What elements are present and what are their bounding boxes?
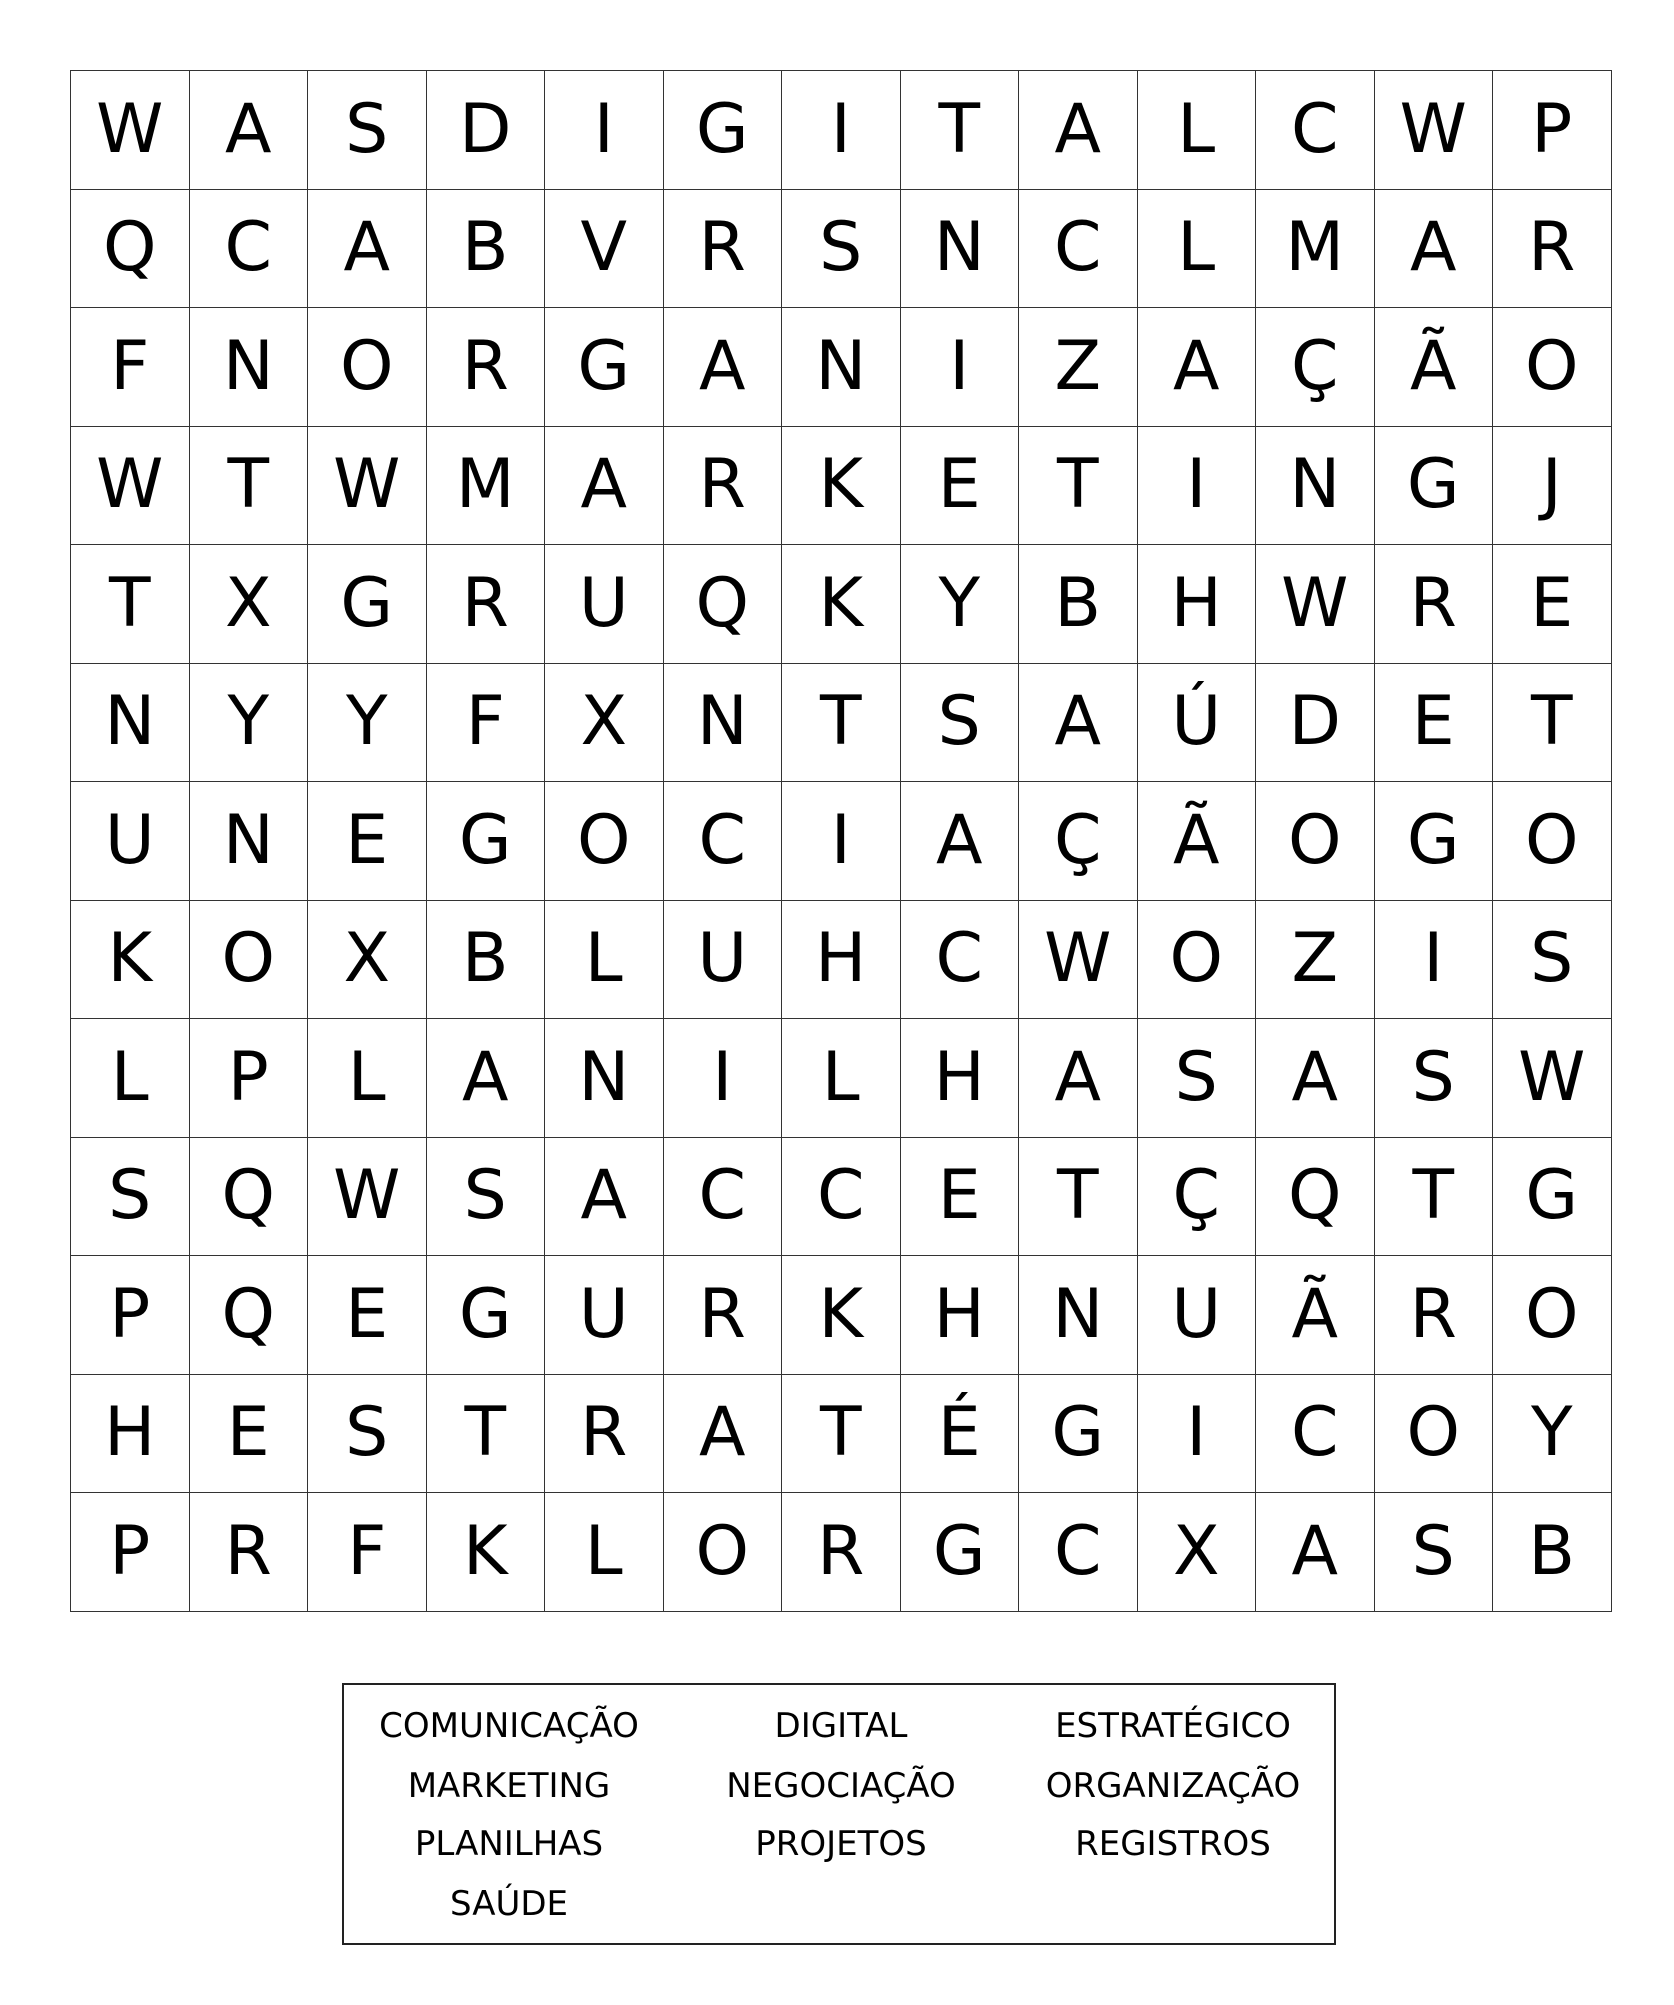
grid-cell[interactable]: L	[1138, 190, 1257, 309]
grid-cell[interactable]: T	[782, 1375, 901, 1494]
grid-cell[interactable]: S	[427, 1138, 546, 1257]
grid-cell[interactable]: C	[1256, 1375, 1375, 1494]
grid-cell[interactable]: K	[427, 1493, 546, 1612]
grid-cell[interactable]: X	[1138, 1493, 1257, 1612]
grid-cell[interactable]: B	[1493, 1493, 1612, 1612]
grid-cell[interactable]: V	[545, 190, 664, 309]
grid-cell[interactable]: E	[1493, 545, 1612, 664]
grid-cell[interactable]: A	[1375, 190, 1494, 309]
grid-cell[interactable]: X	[190, 545, 309, 664]
grid-cell[interactable]: A	[427, 1019, 546, 1138]
grid-cell[interactable]: R	[664, 1256, 783, 1375]
grid-cell[interactable]: N	[664, 664, 783, 783]
grid-cell[interactable]: O	[1138, 901, 1257, 1020]
grid-cell[interactable]: T	[1375, 1138, 1494, 1257]
grid-cell[interactable]: Y	[308, 664, 427, 783]
grid-cell[interactable]: T	[1019, 427, 1138, 546]
grid-cell[interactable]: W	[308, 1138, 427, 1257]
grid-cell[interactable]: A	[664, 308, 783, 427]
grid-cell[interactable]: Q	[664, 545, 783, 664]
grid-cell[interactable]: U	[545, 1256, 664, 1375]
grid-cell[interactable]: T	[71, 545, 190, 664]
grid-cell[interactable]: L	[1138, 71, 1257, 190]
grid-cell[interactable]: S	[901, 664, 1020, 783]
grid-cell[interactable]: S	[1375, 1019, 1494, 1138]
grid-cell[interactable]: W	[1019, 901, 1138, 1020]
grid-cell[interactable]: S	[1375, 1493, 1494, 1612]
grid-cell[interactable]: H	[71, 1375, 190, 1494]
grid-cell[interactable]: U	[545, 545, 664, 664]
grid-cell[interactable]: N	[190, 308, 309, 427]
grid-cell[interactable]: M	[427, 427, 546, 546]
grid-cell[interactable]: H	[782, 901, 901, 1020]
grid-cell[interactable]: I	[782, 782, 901, 901]
grid-cell[interactable]: L	[71, 1019, 190, 1138]
grid-cell[interactable]: C	[1019, 1493, 1138, 1612]
grid-cell[interactable]: É	[901, 1375, 1020, 1494]
grid-cell[interactable]: C	[1019, 190, 1138, 309]
grid-cell[interactable]: M	[1256, 190, 1375, 309]
grid-cell[interactable]: S	[71, 1138, 190, 1257]
grid-cell[interactable]: I	[545, 71, 664, 190]
grid-cell[interactable]: E	[308, 1256, 427, 1375]
grid-cell[interactable]: I	[1138, 1375, 1257, 1494]
grid-cell[interactable]: D	[1256, 664, 1375, 783]
grid-cell[interactable]: C	[664, 782, 783, 901]
grid-cell[interactable]: T	[1019, 1138, 1138, 1257]
grid-cell[interactable]: W	[1256, 545, 1375, 664]
grid-cell[interactable]: C	[1256, 71, 1375, 190]
grid-cell[interactable]: Ú	[1138, 664, 1257, 783]
grid-cell[interactable]: N	[1019, 1256, 1138, 1375]
grid-cell[interactable]: Q	[1256, 1138, 1375, 1257]
grid-cell[interactable]: L	[545, 901, 664, 1020]
grid-cell[interactable]: H	[901, 1256, 1020, 1375]
word-list	[342, 1683, 1336, 1945]
grid-cell[interactable]: Ç	[1138, 1138, 1257, 1257]
grid-cell[interactable]: K	[782, 545, 901, 664]
word-item: ESTRATÉGICO	[1055, 1706, 1291, 1746]
grid-cell[interactable]: Q	[190, 1256, 309, 1375]
grid-cell[interactable]: P	[190, 1019, 309, 1138]
grid-cell[interactable]: Y	[901, 545, 1020, 664]
grid-cell[interactable]: E	[1375, 664, 1494, 783]
grid-cell[interactable]: F	[427, 664, 546, 783]
grid-cell[interactable]: N	[545, 1019, 664, 1138]
grid-cell[interactable]: G	[1375, 427, 1494, 546]
grid-cell[interactable]: I	[1138, 427, 1257, 546]
grid-cell[interactable]: E	[901, 1138, 1020, 1257]
grid-cell[interactable]: R	[427, 308, 546, 427]
grid-cell[interactable]: G	[308, 545, 427, 664]
grid-cell[interactable]: C	[782, 1138, 901, 1257]
grid-cell[interactable]: S	[782, 190, 901, 309]
grid-cell[interactable]: G	[901, 1493, 1020, 1612]
word-item: PROJETOS	[755, 1824, 927, 1864]
grid-cell[interactable]: A	[1019, 71, 1138, 190]
grid-cell[interactable]: P	[71, 1256, 190, 1375]
grid-cell[interactable]: R	[1493, 190, 1612, 309]
grid-cell[interactable]: A	[545, 1138, 664, 1257]
grid-cell[interactable]: N	[190, 782, 309, 901]
grid-cell[interactable]: G	[427, 782, 546, 901]
grid-cell[interactable]: A	[1256, 1493, 1375, 1612]
grid-cell[interactable]: H	[1138, 545, 1257, 664]
grid-cell[interactable]: A	[901, 782, 1020, 901]
grid-cell[interactable]: R	[664, 427, 783, 546]
grid-cell[interactable]: F	[308, 1493, 427, 1612]
grid-cell[interactable]: L	[308, 1019, 427, 1138]
word-item: COMUNICAÇÃO	[379, 1706, 639, 1746]
grid-cell[interactable]: A	[1019, 664, 1138, 783]
grid-cell[interactable]: R	[1375, 1256, 1494, 1375]
grid-cell[interactable]: S	[308, 71, 427, 190]
grid-cell[interactable]: E	[190, 1375, 309, 1494]
grid-cell[interactable]: Ã	[1256, 1256, 1375, 1375]
word-item: ORGANIZAÇÃO	[1045, 1766, 1301, 1806]
grid-cell[interactable]: B	[1019, 545, 1138, 664]
grid-cell[interactable]: Ç	[1019, 782, 1138, 901]
grid-cell[interactable]: X	[545, 664, 664, 783]
word-item: PLANILHAS	[414, 1824, 604, 1864]
grid-cell[interactable]: O	[190, 901, 309, 1020]
grid-cell[interactable]: C	[901, 901, 1020, 1020]
grid-cell[interactable]: S	[308, 1375, 427, 1494]
grid-cell[interactable]: G	[545, 308, 664, 427]
grid-cell[interactable]: G	[664, 71, 783, 190]
grid-cell[interactable]: W	[308, 427, 427, 546]
grid-cell[interactable]: L	[545, 1493, 664, 1612]
grid-cell[interactable]: T	[1493, 664, 1612, 783]
grid-cell[interactable]: W	[71, 71, 190, 190]
grid-cell[interactable]: N	[782, 308, 901, 427]
grid-cell[interactable]: A	[190, 71, 309, 190]
grid-cell[interactable]: K	[71, 901, 190, 1020]
grid-cell[interactable]: N	[71, 664, 190, 783]
grid-cell[interactable]: J	[1493, 427, 1612, 546]
grid-cell[interactable]: F	[71, 308, 190, 427]
grid-cell[interactable]: I	[664, 1019, 783, 1138]
grid-cell[interactable]: R	[545, 1375, 664, 1494]
grid-cell[interactable]: O	[1375, 1375, 1494, 1494]
grid-cell[interactable]: N	[1256, 427, 1375, 546]
grid-cell[interactable]: K	[782, 1256, 901, 1375]
grid-cell[interactable]: Ã	[1375, 308, 1494, 427]
grid-cell[interactable]: T	[782, 664, 901, 783]
grid-cell[interactable]: Y	[190, 664, 309, 783]
grid-cell[interactable]: P	[1493, 71, 1612, 190]
grid-cell[interactable]: U	[664, 901, 783, 1020]
grid-cell[interactable]: O	[664, 1493, 783, 1612]
word-item: MARKETING	[407, 1766, 611, 1806]
grid-cell[interactable]: I	[1375, 901, 1494, 1020]
grid-cell[interactable]: T	[427, 1375, 546, 1494]
grid-cell[interactable]: R	[190, 1493, 309, 1612]
grid-cell[interactable]: Q	[190, 1138, 309, 1257]
grid-cell[interactable]: S	[1493, 901, 1612, 1020]
grid-cell[interactable]: S	[1138, 1019, 1257, 1138]
grid-cell[interactable]: U	[1138, 1256, 1257, 1375]
grid-cell[interactable]: N	[901, 190, 1020, 309]
grid-cell[interactable]: E	[901, 427, 1020, 546]
grid-cell[interactable]: Q	[71, 190, 190, 309]
grid-cell[interactable]: X	[308, 901, 427, 1020]
grid-cell[interactable]: I	[782, 71, 901, 190]
grid-cell[interactable]: T	[901, 71, 1020, 190]
grid-cell[interactable]: E	[308, 782, 427, 901]
grid-cell[interactable]: Z	[1019, 308, 1138, 427]
grid-cell[interactable]: I	[901, 308, 1020, 427]
grid-cell[interactable]: O	[1256, 782, 1375, 901]
grid-cell[interactable]: O	[308, 308, 427, 427]
grid-cell[interactable]: R	[1375, 545, 1494, 664]
grid-cell[interactable]: C	[190, 190, 309, 309]
grid-cell[interactable]: P	[71, 1493, 190, 1612]
grid-cell[interactable]: T	[190, 427, 309, 546]
grid-cell[interactable]: L	[782, 1019, 901, 1138]
grid-cell[interactable]: R	[427, 545, 546, 664]
grid-cell[interactable]: R	[664, 190, 783, 309]
grid-cell[interactable]: Ã	[1138, 782, 1257, 901]
word-item: REGISTROS	[1075, 1824, 1271, 1864]
grid-cell[interactable]: B	[427, 901, 546, 1020]
grid-cell[interactable]: A	[1138, 308, 1257, 427]
grid-cell[interactable]: W	[71, 427, 190, 546]
grid-cell[interactable]: D	[427, 71, 546, 190]
grid-cell[interactable]: O	[545, 782, 664, 901]
grid-cell[interactable]: W	[1375, 71, 1494, 190]
grid-cell[interactable]: O	[1493, 782, 1612, 901]
grid-cell[interactable]: A	[308, 190, 427, 309]
grid-cell[interactable]: Y	[1493, 1375, 1612, 1494]
grid-cell[interactable]: W	[1493, 1019, 1612, 1138]
grid-cell[interactable]: Ç	[1256, 308, 1375, 427]
grid-cell[interactable]: G	[1375, 782, 1494, 901]
grid-cell[interactable]: O	[1493, 1256, 1612, 1375]
grid-cell[interactable]: U	[71, 782, 190, 901]
grid-cell[interactable]: G	[427, 1256, 546, 1375]
grid-cell[interactable]: A	[664, 1375, 783, 1494]
grid-cell[interactable]: A	[545, 427, 664, 546]
grid-cell[interactable]: H	[901, 1019, 1020, 1138]
grid-cell[interactable]: A	[1256, 1019, 1375, 1138]
word-item: SAÚDE	[449, 1884, 569, 1924]
grid-cell[interactable]: O	[1493, 308, 1612, 427]
grid-cell[interactable]: Z	[1256, 901, 1375, 1020]
grid-cell[interactable]: A	[1019, 1019, 1138, 1138]
word-item: NEGOCIAÇÃO	[726, 1766, 956, 1806]
grid-cell[interactable]: K	[782, 427, 901, 546]
letter-grid	[70, 70, 1612, 1612]
grid-cell[interactable]: G	[1019, 1375, 1138, 1494]
grid-cell[interactable]: R	[782, 1493, 901, 1612]
grid-cell[interactable]: B	[427, 190, 546, 309]
grid-cell[interactable]: C	[664, 1138, 783, 1257]
grid-cell[interactable]: G	[1493, 1138, 1612, 1257]
word-item: DIGITAL	[774, 1706, 908, 1746]
